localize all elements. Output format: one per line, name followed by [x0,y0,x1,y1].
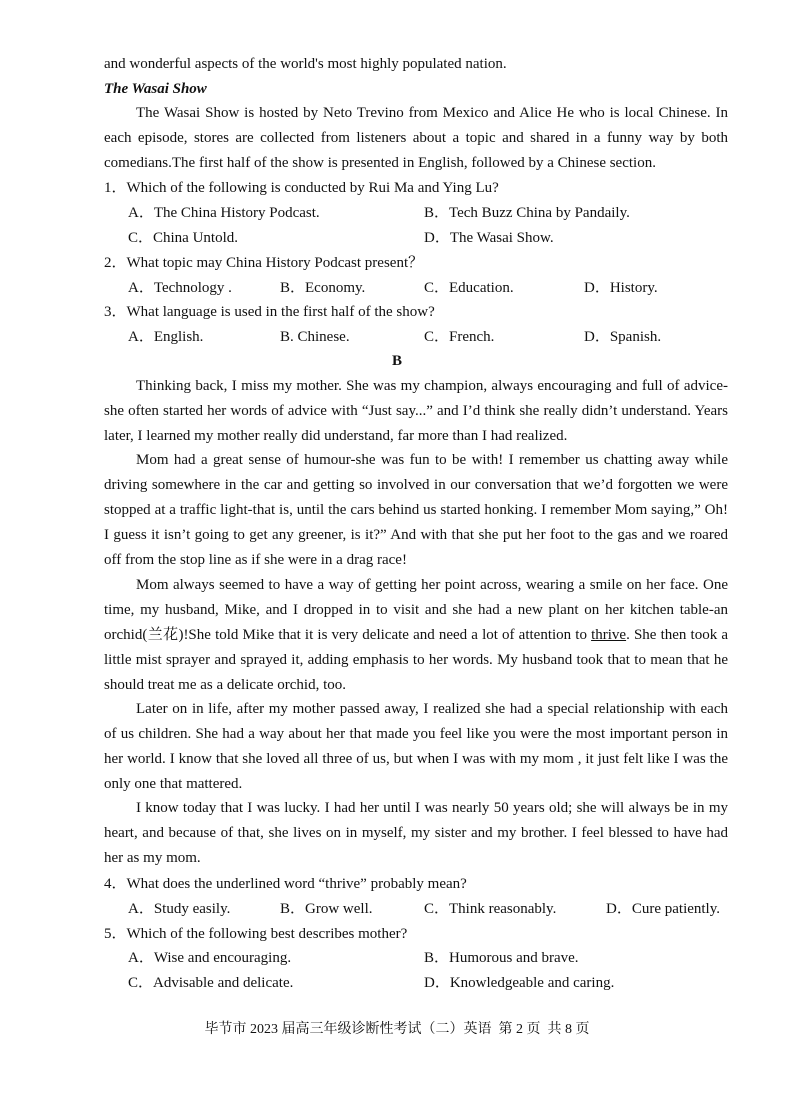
page-footer [0,1020,794,1040]
passage-b-p3-text-after: . She then took a little mist sprayer and sprayed it, adding emphasis to her words. My husband took that to mean that he should treat me as a delicate orchid, too. [104,627,728,693]
passage-b-paragraph-2 [104,448,728,573]
passage-b-paragraph-5 [104,796,728,871]
q5-option-a: A．Wise and encouraging. [128,950,292,966]
passage-b-paragraph-3 [104,573,728,698]
passage-b-p1-text: Thinking back, I miss my mother. She was my champion, always encouraging and full of advice-she often started her words of advice with “Just say...” and I’d think she really didn’t understand. Years later, I learned my mother really did understand, far more than I had realized. [104,378,728,444]
q2-option-c: C．Education. [424,280,514,296]
passage-b-paragraph-4 [104,697,728,797]
question-2: 2．What topic may China History Podcast present？ [104,255,424,271]
q4-option-d: D．Cure patiently. [606,901,721,917]
q4-option-a: A．Study easily. [128,901,231,917]
q4-option-b: B．Grow well. [280,901,373,917]
q2-option-d: D．History. [584,280,658,296]
question-3: 3．What language is used in the first half of the show? [104,304,435,320]
q5-option-c: C．Advisable and delicate. [128,975,294,991]
q1-option-b: B．Tech Buzz China by Pandaily. [424,205,630,221]
q3-option-b: B. Chinese. [280,329,350,345]
footer-exam-title: 毕节市 2023 届高三年级诊断性考试（二）英语 [204,1022,492,1037]
q4-option-c: C．Think reasonably. [424,901,557,917]
q2-option-b: B．Economy. [280,280,366,296]
passage-b-p4-text: Later on in life, after my mother passed away, I realized she had a special relationship with each of us children. She had a way about her that made you feel like you were the most important person in her world. I know that she loved all three of us, but when I was with my mom , it just felt like I was the only one that mattered. [104,701,728,792]
q3-option-c: C．French. [424,329,495,345]
q1-option-c: C．China Untold. [128,230,239,246]
passage-b-p5-text: I know today that I was lucky. I had her until I was nearly 50 years old; she will always be in my heart, and because of that, she lives on in myself, my sister and my brother. I feel blessed to have had her as my mom. [104,800,728,866]
q3-option-a: A．English. [128,329,204,345]
question-5: 5．Which of the following best describes mother? [104,926,408,942]
underlined-word-thrive: thrive [591,627,627,643]
wasai-paragraph [104,101,728,176]
q1-option-d: D．The Wasai Show. [424,230,554,246]
q5-option-d: D．Knowledgeable and caring. [424,975,615,991]
q2-option-a: A．Technology . [128,280,232,296]
question-4: 4．What does the underlined word “thrive” probably mean? [104,876,467,892]
wasai-paragraph-text: The Wasai Show is hosted by Neto Trevino from Mexico and Alice He who is local Chinese. In each episode, stores are collected from listeners about a topic and shared in a funny way by both comedians.The first half of the show is presented in English, followed by a Chinese section. [104,105,728,171]
q3-option-d: D．Spanish. [584,329,662,345]
footer-total-pages: 共 8 页 [547,1022,590,1037]
question-1: 1．Which of the following is conducted by Rui Ma and Ying Lu? [104,180,499,196]
wasai-title: The Wasai Show [104,81,207,97]
section-b-heading: B [391,353,402,369]
q1-option-a: A．The China History Podcast. [128,205,320,221]
passage-b-p3-text-before: Mom always seemed to have a way of getting her point across, wearing a smile on her face. One time, my husband, Mike, and I dropped in to visit and she had a new plant on her kitchen table-an orchid(兰花)!She told Mike that it is very delicate and need a lot of attention to [104,577,728,643]
passage-b-p2-text: Mom had a great sense of humour-she was fun to be with! I remember us chatting away while driving somewhere in the car and getting so involved in our conversation that we’d forgotten we were stopped at a traffic light-that is, until the cars behind us started honking. I remember Mom saying,” Oh! I guess it isn’t going to get any greener, is it?” And with that she put her foot to the gas and we roared off from the stop line as if she were in a drag race! [104,452,728,568]
footer-page-number: 第 2 页 [498,1022,541,1037]
intro-tail-text: and wonderful aspects of the world's most highly populated nation. [104,56,507,72]
q5-option-b: B．Humorous and brave. [424,950,579,966]
passage-b-paragraph-1 [104,374,728,449]
